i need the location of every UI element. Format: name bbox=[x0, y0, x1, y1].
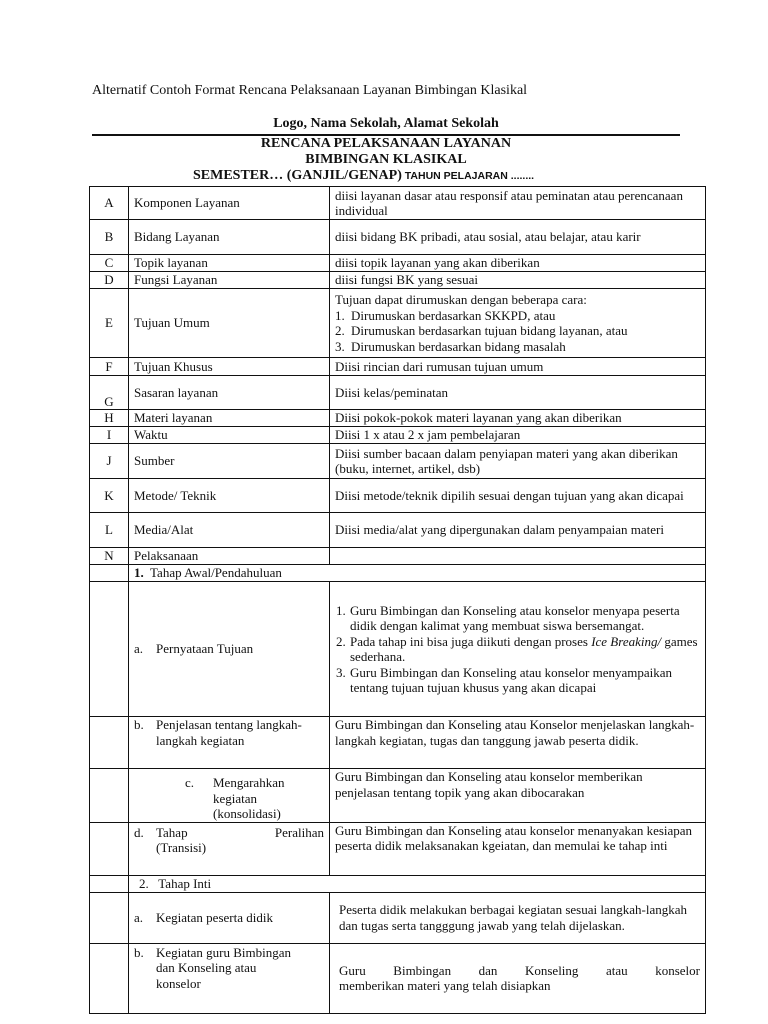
row-code: H bbox=[90, 410, 129, 427]
step-letter: c. bbox=[185, 775, 195, 790]
blank-cell bbox=[90, 717, 129, 769]
table-row bbox=[90, 513, 706, 548]
row-label: Waktu bbox=[129, 427, 330, 444]
step-value: Guru Bimbingan dan Konseling atau konselor menanyakan kesiapan peserta didik melaksanakan kgeiatan, dan memulai ke tahap inti bbox=[330, 822, 706, 875]
table-row bbox=[90, 875, 706, 892]
blank-cell bbox=[90, 769, 129, 823]
blank-cell bbox=[90, 943, 129, 1013]
stage-label: Tahap Inti bbox=[158, 875, 212, 891]
step-label-line bbox=[134, 840, 324, 856]
stage-heading bbox=[129, 875, 706, 892]
list-number: 3. bbox=[336, 664, 346, 680]
step-label bbox=[129, 717, 330, 769]
step-label-line bbox=[134, 910, 324, 926]
plan-title: RENCANA PELAKSANAAN LAYANAN bbox=[260, 136, 512, 151]
list-text: Guru Bimbingan dan Konseling atau konselor menyapa peserta didik dengan kalimat yang membuat siswa bersemangat. bbox=[350, 602, 680, 633]
row-label: Metode/ Teknik bbox=[129, 479, 330, 513]
row-code: B bbox=[90, 220, 129, 255]
step-letter: a. bbox=[134, 641, 144, 657]
table-row bbox=[90, 943, 706, 1013]
table-row bbox=[90, 769, 706, 823]
row-value: diisi fungsi BK yang sesuai bbox=[330, 272, 706, 289]
row-value: Diisi media/alat yang dipergunakan dalam penyampaian materi bbox=[330, 513, 706, 548]
list-number: 2. bbox=[335, 323, 345, 338]
table-row bbox=[90, 358, 706, 376]
step-text: Mengarahkan kegiatan (konsolidasi) bbox=[213, 775, 285, 821]
row-value: Diisi 1 x atau 2 x jam pembelajaran bbox=[330, 427, 706, 444]
table-row bbox=[90, 272, 706, 289]
row-label: Sasaran layanan bbox=[129, 376, 330, 410]
table-row bbox=[90, 255, 706, 272]
step-label-line bbox=[134, 641, 324, 657]
step-label-line bbox=[134, 717, 324, 748]
goal-intro: Tujuan dapat dirumuskan dengan beberapa cara: bbox=[335, 292, 587, 307]
row-code: E bbox=[90, 289, 129, 358]
table-row bbox=[90, 187, 706, 220]
stage-heading bbox=[129, 565, 706, 582]
step-label-line bbox=[134, 945, 324, 992]
table-row bbox=[90, 565, 706, 582]
plan-table bbox=[89, 186, 706, 1014]
list-text-emphasis: Ice Breaking/ bbox=[591, 633, 662, 649]
row-code: I bbox=[90, 427, 129, 444]
row-code: N bbox=[90, 548, 129, 565]
step-text: Kegiatan peserta didik bbox=[156, 909, 273, 925]
row-code: J bbox=[90, 444, 129, 479]
step-label bbox=[129, 822, 330, 875]
list-item bbox=[335, 308, 700, 324]
list-text: Dirumuskan berdasarkan SKKPD, atau bbox=[351, 307, 556, 323]
step-label-line bbox=[185, 775, 324, 822]
step-letter: a. bbox=[134, 909, 144, 925]
blank-cell bbox=[90, 875, 129, 892]
row-code: A bbox=[90, 187, 129, 220]
plan-subtitle: BIMBINGAN KLASIKAL bbox=[305, 152, 467, 167]
row-value: Diisi sumber bacaan dalam penyiapan materi yang akan diberikan (buku, internet, artikel, dsb) bbox=[330, 444, 706, 479]
row-value: Diisi pokok-pokok materi layanan yang akan diberikan bbox=[330, 410, 706, 427]
stage-number: 1. bbox=[134, 565, 144, 581]
list-text-part: Pada tahap ini bisa juga diikuti dengan proses bbox=[350, 633, 592, 649]
blank-cell bbox=[90, 582, 129, 717]
table-row bbox=[90, 479, 706, 513]
table-row bbox=[90, 548, 706, 565]
table-row bbox=[90, 892, 706, 943]
step-value: Peserta didik melakukan berbagai kegiatan sesuai langkah-langkah dan tugas serta tangggung jawab yang telah dijelaskan. bbox=[330, 892, 706, 943]
document-title: Alternatif Contoh Format Rencana Pelaksanaan Layanan Bimbingan Klasikal bbox=[92, 83, 528, 98]
table-row bbox=[90, 444, 706, 479]
row-value: Diisi metode/teknik dipilih sesuai dengan tujuan yang akan dicapai bbox=[330, 479, 706, 513]
list-text bbox=[350, 634, 700, 665]
table-row bbox=[90, 427, 706, 444]
step-text-part: Peralihan bbox=[274, 824, 324, 840]
row-label: Fungsi Layanan bbox=[129, 272, 330, 289]
table-row bbox=[90, 822, 706, 875]
row-code: K bbox=[90, 479, 129, 513]
step-text-part: (Transisi) bbox=[156, 840, 207, 855]
blank-cell bbox=[90, 822, 129, 875]
list-item bbox=[336, 603, 700, 634]
list-item bbox=[336, 665, 700, 696]
school-identity-line: Logo, Nama Sekolah, Alamat Sekolah bbox=[273, 116, 499, 131]
row-value: diisi topik layanan yang akan diberikan bbox=[330, 255, 706, 272]
table-row bbox=[90, 410, 706, 427]
stage-number: 2. bbox=[139, 875, 149, 891]
step-text-part: Tahap bbox=[156, 824, 188, 840]
row-label: Media/Alat bbox=[129, 513, 330, 548]
list-number: 1. bbox=[336, 602, 346, 618]
row-code: C bbox=[90, 255, 129, 272]
list-text: Dirumuskan berdasarkan bidang masalah bbox=[351, 338, 566, 354]
step-label bbox=[129, 769, 330, 823]
list-item bbox=[335, 323, 700, 339]
list-item bbox=[336, 634, 700, 665]
row-label: Materi layanan bbox=[129, 410, 330, 427]
semester-text: SEMESTER… (GANJIL/GENAP) bbox=[193, 168, 402, 183]
step-value-line: memberikan materi yang telah disiapkan bbox=[339, 978, 551, 993]
table-row bbox=[90, 289, 706, 358]
step-label bbox=[129, 943, 330, 1013]
table-row bbox=[90, 376, 706, 410]
row-label: Pelaksanaan bbox=[129, 548, 330, 565]
step-value: Guru Bimbingan dan Konseling atau Konselor menjelaskan langkah-langkah kegiatan, tugas dan tanggung jawab peserta didik. bbox=[330, 717, 706, 769]
step-value bbox=[330, 943, 706, 1013]
row-value: Diisi kelas/peminatan bbox=[330, 376, 706, 410]
row-value bbox=[330, 289, 706, 358]
step-value bbox=[330, 582, 706, 717]
semester-line bbox=[92, 168, 680, 184]
row-code: G bbox=[90, 376, 129, 410]
row-value bbox=[330, 548, 706, 565]
step-text bbox=[156, 825, 324, 841]
row-value: diisi layanan dasar atau responsif atau peminatan atau perencanaan individual bbox=[330, 187, 706, 220]
step-letter: b. bbox=[134, 944, 144, 960]
row-value: Diisi rincian dari rumusan tujuan umum bbox=[330, 358, 706, 376]
list-text: Guru Bimbingan dan Konseling atau konselor menyampaikan tentang tujuan tujuan khusus yang akan dicapai bbox=[350, 664, 673, 695]
step-label bbox=[129, 892, 330, 943]
list-item bbox=[335, 339, 700, 355]
stage-label: Tahap Awal/Pendahuluan bbox=[150, 565, 282, 581]
row-code: L bbox=[90, 513, 129, 548]
step-value: Guru Bimbingan dan Konseling atau konselor memberikan penjelasan tentang topik yang akan dibocarakan bbox=[330, 769, 706, 823]
school-year-text: TAHUN PELAJARAN ........ bbox=[401, 170, 535, 182]
step-label-line bbox=[134, 825, 324, 841]
list-text-part: games sederhana. bbox=[350, 633, 698, 664]
row-code: F bbox=[90, 358, 129, 376]
step-text: Kegiatan guru Bimbingan dan Konseling atau konselor bbox=[156, 944, 292, 991]
row-label: Komponen Layanan bbox=[129, 187, 330, 220]
step-label bbox=[129, 582, 330, 717]
row-label: Sumber bbox=[129, 444, 330, 479]
row-label: Tujuan Khusus bbox=[129, 358, 330, 376]
row-label: Tujuan Umum bbox=[129, 289, 330, 358]
list-text: Dirumuskan berdasarkan tujuan bidang layanan, atau bbox=[351, 323, 628, 338]
row-code: D bbox=[90, 272, 129, 289]
blank-cell bbox=[90, 565, 129, 582]
table-row bbox=[90, 582, 706, 717]
row-value: diisi bidang BK pribadi, atau sosial, atau belajar, atau karir bbox=[330, 220, 706, 255]
blank-cell bbox=[90, 892, 129, 943]
row-label: Topik layanan bbox=[129, 255, 330, 272]
table-row bbox=[90, 220, 706, 255]
step-value-line: Guru Bimbingan dan Konseling atau konselor bbox=[339, 962, 700, 978]
row-label: Bidang Layanan bbox=[129, 220, 330, 255]
step-text: Penjelasan tentang langkah-langkah kegiatan bbox=[156, 717, 302, 748]
table-row bbox=[90, 717, 706, 769]
list-number: 3. bbox=[335, 338, 345, 354]
list-number: 2. bbox=[336, 633, 346, 649]
step-letter: b. bbox=[134, 717, 144, 732]
list-number: 1. bbox=[335, 307, 345, 323]
step-letter: d. bbox=[134, 824, 144, 840]
step-text: Pernyataan Tujuan bbox=[156, 641, 254, 657]
